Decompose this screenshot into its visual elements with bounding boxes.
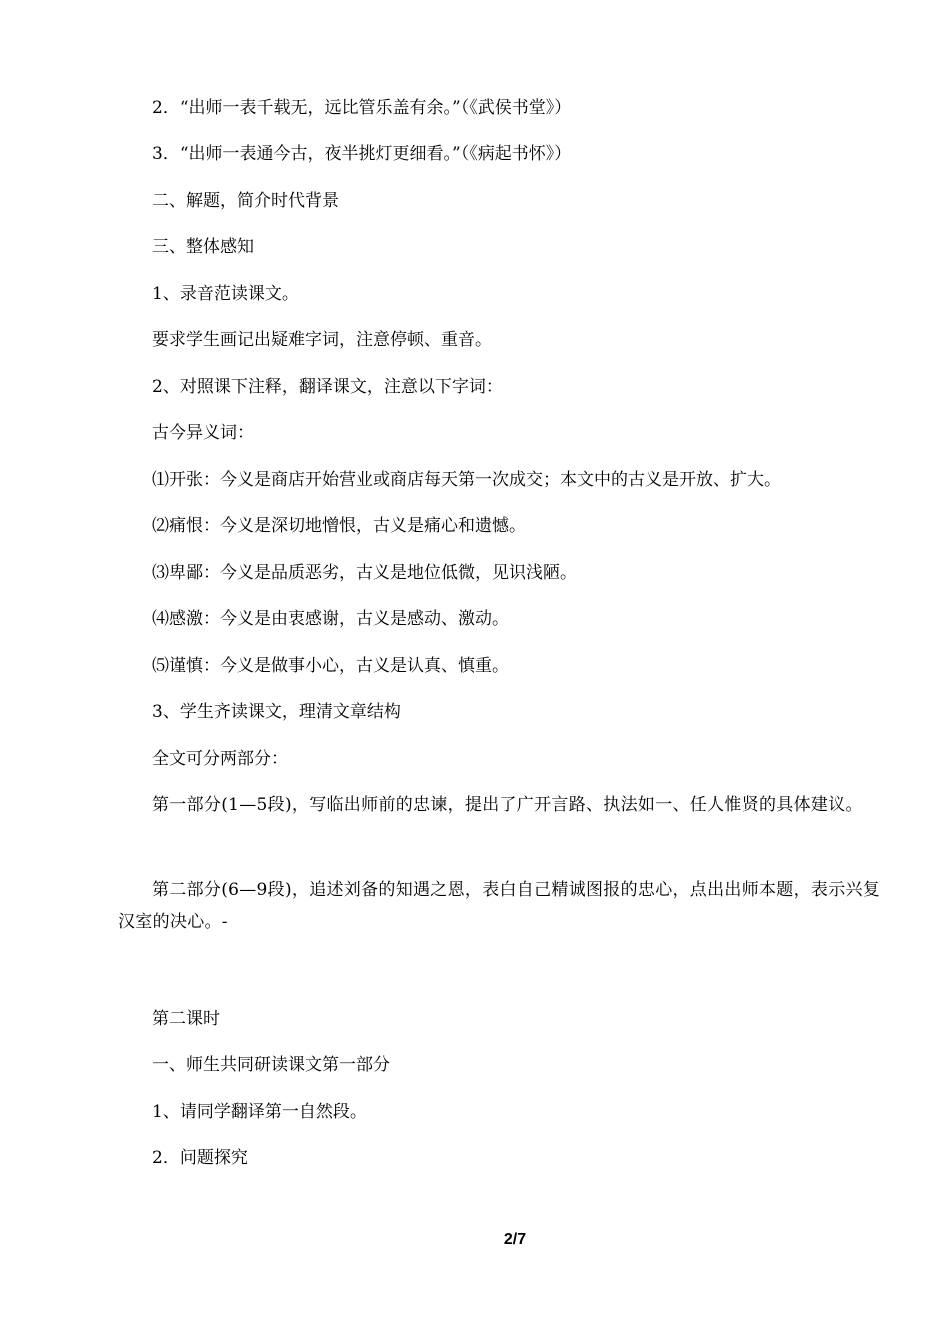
page-total: 7	[517, 1231, 527, 1248]
text-line: 古今异义词：	[152, 423, 254, 443]
vocab-item: ⑷感激：今义是由衷感谢，古义是感动、激动。	[152, 609, 509, 629]
section-heading: 三、整体感知	[152, 237, 254, 257]
page-separator: /	[512, 1231, 518, 1248]
section-heading: 一、师生共同研读课文第一部分	[152, 1055, 390, 1075]
paragraph-part-one: 第一部分(1—5段)，写临出师前的忠谏，提出了广开言路、执法如一、任人惟贤的具体建议。	[152, 795, 863, 815]
text-line: 2、对照课下注释，翻译课文，注意以下字词：	[152, 377, 503, 397]
vocab-item: ⑸谨慎：今义是做事小心，古义是认真、慎重。	[152, 656, 509, 676]
text-line: 1、请同学翻译第一自然段。	[152, 1102, 367, 1122]
section-heading: 二、解题，简介时代背景	[152, 191, 339, 211]
lesson-heading: 第二课时	[152, 1009, 220, 1029]
text-line: 2．“出师一表千载无，远比管乐盖有余。”（《武侯书堂》）	[152, 98, 572, 118]
text-line: 全文可分两部分：	[152, 749, 288, 769]
page-number	[0, 1230, 950, 1250]
text-line: 2．问题探究	[152, 1148, 248, 1168]
text-line: 1、录音范读课文。	[152, 284, 299, 304]
text-line: 3、学生齐读课文，理清文章结构	[152, 702, 401, 722]
vocab-item: ⑴开张：今义是商店开始营业或商店每天第一次成交；本文中的古义是开放、扩大。	[152, 470, 781, 490]
vocab-item: ⑶卑鄙：今义是品质恶劣，古义是地位低微，见识浅陋。	[152, 563, 577, 583]
paragraph-part-two: 第二部分(6—9段)，追述刘备的知遇之恩，表白自己精诚图报的忠心，点出出师本题，表示兴复汉室的决心。-	[118, 880, 881, 932]
page-current: 2	[503, 1231, 513, 1248]
text-line: 要求学生画记出疑难字词，注意停顿、重音。	[152, 330, 492, 350]
vocab-item: ⑵痛恨：今义是深切地憎恨，古义是痛心和遗憾。	[152, 516, 526, 536]
text-line: 3．“出师一表通今古，夜半挑灯更细看。”（《病起书怀》）	[152, 144, 572, 164]
